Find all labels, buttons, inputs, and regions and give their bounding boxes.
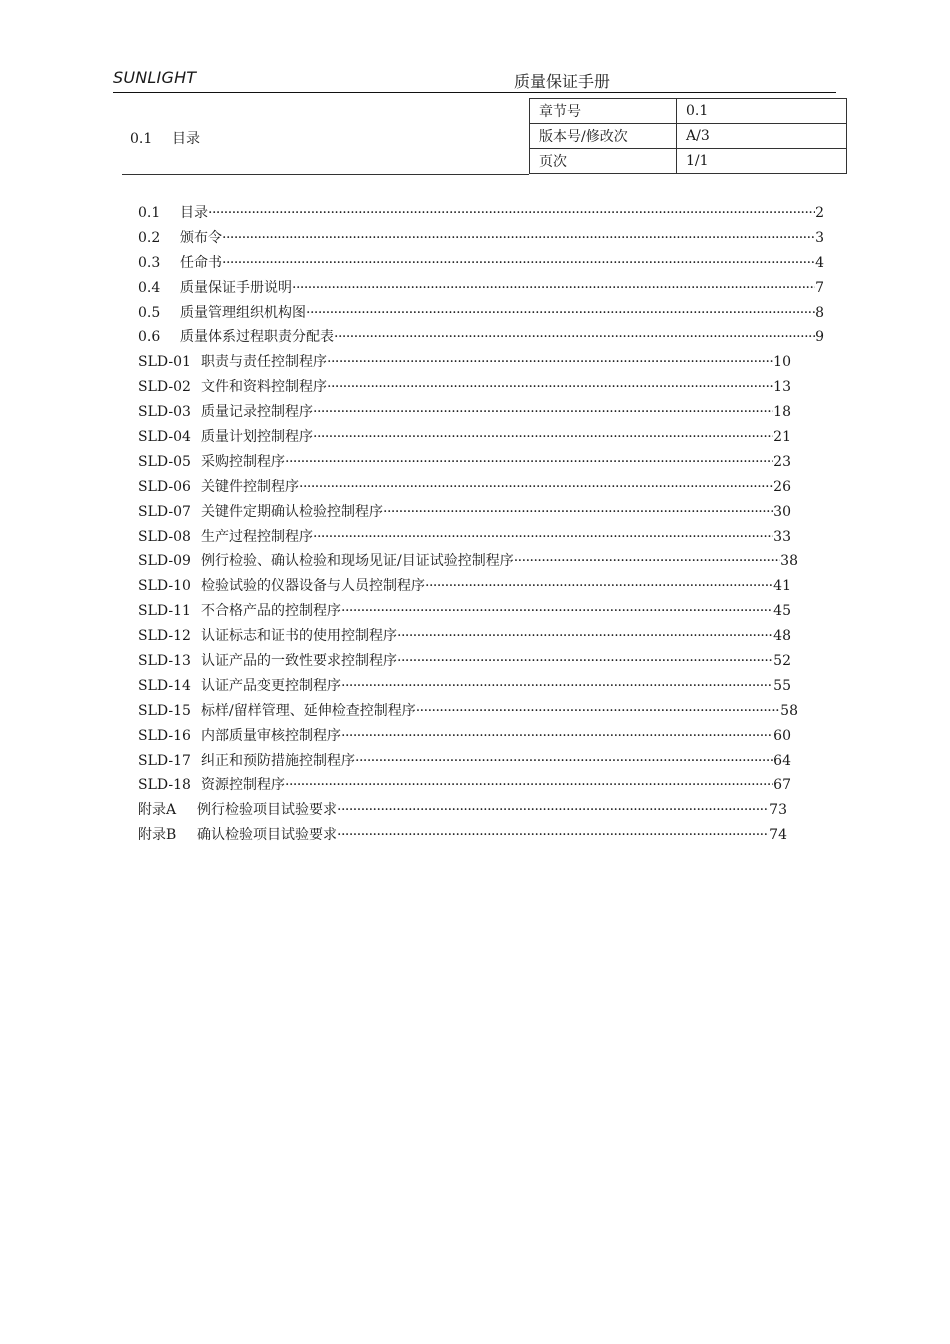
toc-entry-title: 任命书 [180, 254, 222, 271]
toc-entry-code: SLD-05 [138, 453, 191, 470]
toc-entry-code: SLD-03 [138, 404, 191, 421]
toc-entry[interactable] [138, 599, 791, 624]
toc-entry-title: 认证标志和证书的使用控制程序 [201, 628, 397, 645]
toc-entry-title: 例行检验项目试验要求 [197, 802, 337, 819]
section-number: 0.1 [130, 131, 153, 147]
toc-entry-page: 52 [773, 653, 791, 670]
meta-value-page: 1/1 [677, 149, 847, 174]
toc-entry[interactable] [138, 450, 791, 475]
toc-leader-dots [416, 699, 780, 724]
toc-leader-dots [355, 749, 773, 774]
toc-entry-title: 资源控制程序 [201, 777, 285, 794]
toc-entry-title: 目录 [180, 205, 208, 221]
section-heading [130, 128, 200, 148]
toc-leader-dots [222, 226, 815, 251]
toc-entry[interactable] [138, 375, 791, 400]
toc-entry[interactable] [138, 624, 791, 649]
toc-entry-title: 检验试验的仪器设备与人员控制程序 [201, 578, 425, 595]
toc-entry-page: 74 [769, 827, 787, 844]
toc-entry-title: 文件和资料控制程序 [201, 379, 327, 396]
toc-entry-code: 0.4 [138, 279, 161, 296]
toc-leader-dots [334, 325, 815, 350]
toc-entry-title: 认证产品变更控制程序 [201, 677, 341, 694]
section-rule [122, 174, 529, 175]
toc-entry-page: 4 [815, 254, 824, 271]
toc-entry-code: SLD-04 [138, 429, 191, 446]
toc-leader-dots [299, 475, 773, 500]
toc-entry-title: 质量管理组织机构图 [180, 304, 306, 321]
toc-entry[interactable] [138, 798, 787, 823]
toc-entry[interactable] [138, 301, 824, 326]
toc-entry-code: SLD-15 [138, 702, 191, 719]
toc-entry-code: SLD-06 [138, 478, 191, 495]
brand-name: SUNLIGHT [113, 68, 197, 87]
toc-entry[interactable] [138, 201, 824, 226]
toc-leader-dots [313, 425, 773, 450]
toc-leader-dots [337, 798, 769, 823]
toc-entry[interactable] [138, 674, 791, 699]
toc-entry-title: 纠正和预防措施控制程序 [201, 752, 355, 769]
toc-entry-code: SLD-17 [138, 752, 191, 769]
toc-entry[interactable] [138, 549, 798, 574]
toc-entry-title: 颁布令 [180, 229, 222, 246]
toc-entry[interactable] [138, 251, 824, 276]
toc-entry[interactable] [138, 276, 824, 301]
toc-entry-page: 7 [815, 279, 824, 296]
toc-entry-page: 38 [780, 553, 798, 570]
toc-entry-page: 67 [773, 777, 791, 794]
toc-leader-dots [327, 350, 773, 375]
toc-entry-title: 标样/留样管理、延伸检查控制程序 [201, 702, 416, 719]
toc-entry-code: SLD-12 [138, 628, 191, 645]
toc-entry-code: SLD-13 [138, 653, 191, 670]
toc-leader-dots [285, 773, 773, 798]
toc-entry-code: 0.6 [138, 329, 161, 346]
toc-entry-code: 0.2 [138, 229, 161, 246]
toc-entry[interactable] [138, 400, 791, 425]
toc-entry-page: 3 [815, 229, 824, 246]
toc-leader-dots [313, 525, 773, 550]
toc-entry-code: 附录B [138, 827, 177, 844]
meta-row-page [530, 149, 847, 174]
toc-entry-page: 64 [773, 752, 791, 769]
toc-entry[interactable] [138, 425, 791, 450]
toc-entry-code: SLD-18 [138, 777, 191, 794]
meta-row-version [530, 124, 847, 149]
toc-entry-page: 13 [773, 379, 791, 396]
toc-entry-page: 23 [773, 453, 791, 470]
toc-entry[interactable] [138, 500, 791, 525]
toc-leader-dots [313, 400, 773, 425]
toc-entry-page: 10 [773, 354, 791, 371]
toc-entry-title: 质量保证手册说明 [180, 279, 292, 296]
meta-key-chapter: 章节号 [530, 99, 677, 124]
toc-entry-page: 55 [773, 677, 791, 694]
toc-entry-page: 18 [773, 404, 791, 421]
toc-entry-code: SLD-02 [138, 379, 191, 396]
toc-entry-page: 58 [780, 702, 798, 719]
toc-entry-page: 8 [815, 304, 824, 321]
meta-value-chapter: 0.1 [677, 99, 847, 124]
toc-entry-title: 生产过程控制程序 [201, 528, 313, 545]
meta-key-page: 页次 [530, 149, 677, 174]
toc-entry[interactable] [138, 350, 791, 375]
toc-entry[interactable] [138, 724, 791, 749]
toc-entry-code: SLD-07 [138, 503, 191, 520]
toc-leader-dots [327, 375, 773, 400]
meta-value-version: A/3 [677, 124, 847, 149]
toc-entry-page: 33 [773, 528, 791, 545]
toc-entry-title: 质量计划控制程序 [201, 429, 313, 446]
toc-entry-code: SLD-10 [138, 578, 191, 595]
section-title: 目录 [172, 131, 200, 147]
toc-entry-code: SLD-14 [138, 677, 191, 694]
toc-entry-title: 采购控制程序 [201, 453, 285, 470]
toc-leader-dots [397, 649, 773, 674]
toc-entry-page: 73 [769, 802, 787, 819]
toc-entry-code: SLD-09 [138, 553, 191, 570]
toc-entry[interactable] [138, 325, 824, 350]
toc-entry-code: SLD-16 [138, 727, 191, 744]
toc-leader-dots [425, 574, 773, 599]
meta-row-chapter [530, 99, 847, 124]
toc-entry[interactable] [138, 226, 824, 251]
meta-key-version: 版本号/修改次 [530, 124, 677, 149]
toc-entry[interactable] [138, 475, 791, 500]
toc-entry-page: 45 [773, 603, 791, 620]
toc-leader-dots [285, 450, 773, 475]
toc-entry-title: 质量体系过程职责分配表 [180, 329, 334, 346]
toc-leader-dots [337, 823, 769, 848]
toc-entry-title: 确认检验项目试验要求 [197, 827, 337, 844]
toc-entry-title: 质量记录控制程序 [201, 404, 313, 421]
toc-leader-dots [341, 599, 773, 624]
toc-entry-page: 60 [773, 727, 791, 744]
toc-entry-page: 30 [773, 503, 791, 520]
manual-title: 质量保证手册 [514, 72, 611, 91]
toc-entry-title: 关键件控制程序 [201, 478, 299, 495]
toc-entry-title: 内部质量审核控制程序 [201, 727, 341, 744]
toc-leader-dots [341, 674, 773, 699]
toc-entry[interactable] [138, 699, 798, 724]
toc-entry-page: 9 [815, 329, 824, 346]
toc-entry-code: 附录A [138, 802, 177, 819]
toc-entry[interactable] [138, 773, 791, 798]
toc-entry[interactable] [138, 823, 787, 848]
toc-leader-dots [383, 500, 773, 525]
toc-entry-code: SLD-01 [138, 354, 191, 371]
toc-entry-code: SLD-08 [138, 528, 191, 545]
toc-leader-dots [222, 251, 815, 276]
toc-entry-code: 0.1 [138, 205, 161, 221]
header-rule [113, 92, 836, 93]
table-of-contents [138, 201, 824, 848]
toc-entry[interactable] [138, 574, 791, 599]
toc-leader-dots [397, 624, 773, 649]
toc-entry-title: 关键件定期确认检验控制程序 [201, 503, 383, 520]
toc-entry-title: 职责与责任控制程序 [201, 354, 327, 371]
toc-entry[interactable] [138, 749, 791, 774]
toc-leader-dots [514, 549, 780, 574]
toc-entry-page: 21 [773, 429, 791, 446]
toc-leader-dots [306, 301, 815, 326]
toc-entry-code: SLD-11 [138, 603, 191, 620]
toc-entry[interactable] [138, 649, 791, 674]
toc-leader-dots [341, 724, 773, 749]
toc-entry-code: 0.3 [138, 254, 161, 271]
toc-leader-dots [208, 201, 815, 226]
toc-entry-page: 26 [773, 478, 791, 495]
toc-entry-page: 2 [815, 205, 824, 221]
toc-entry-title: 认证产品的一致性要求控制程序 [201, 653, 397, 670]
toc-entry-title: 不合格产品的控制程序 [201, 603, 341, 620]
toc-entry-page: 41 [773, 578, 791, 595]
toc-entry-page: 48 [773, 628, 791, 645]
document-meta-table [529, 98, 847, 174]
toc-entry-code: 0.5 [138, 304, 161, 321]
toc-entry-title: 例行检验、确认检验和现场见证/目证试验控制程序 [201, 553, 514, 570]
toc-entry[interactable] [138, 525, 791, 550]
toc-leader-dots [292, 276, 815, 301]
